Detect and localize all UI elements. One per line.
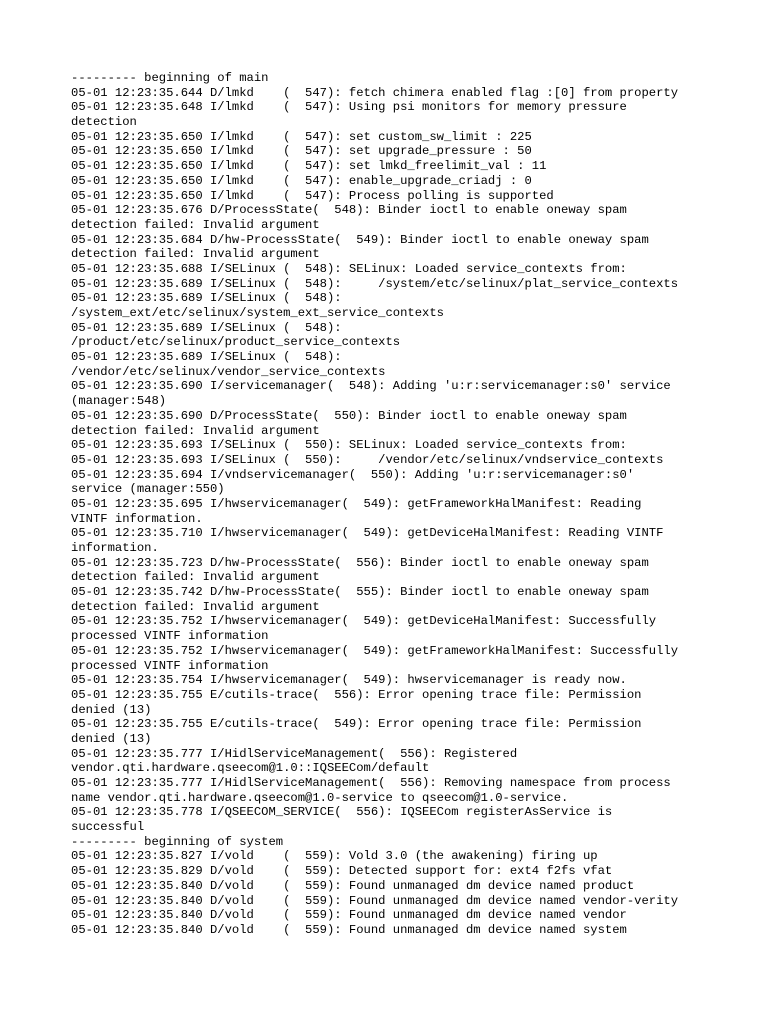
log-line: 05-01 12:23:35.689 I/SELinux ( 548):	[71, 350, 342, 365]
log-line: 05-01 12:23:35.689 I/SELinux ( 548): /system/etc/selinux/plat_service_contexts	[71, 276, 679, 291]
log-document	[71, 71, 751, 938]
log-line: 05-01 12:23:35.689 I/SELinux ( 548):	[71, 291, 342, 306]
log-line: detection failed: Invalid argument	[71, 217, 320, 232]
log-line: 05-01 12:23:35.755 E/cutils-trace( 556): Error opening trace file: Permission	[71, 687, 642, 702]
log-line: service (manager:550)	[71, 482, 225, 497]
log-line: 05-01 12:23:35.723 D/hw-ProcessState( 556): Binder ioctl to enable oneway spam	[71, 555, 649, 570]
log-line: 05-01 12:23:35.840 D/vold ( 559): Found unmanaged dm device named vendor-verity	[71, 893, 679, 908]
log-line: --------- beginning of main	[71, 71, 269, 85]
log-line: 05-01 12:23:35.840 D/vold ( 559): Found unmanaged dm device named system	[71, 922, 627, 937]
log-line: successful	[71, 820, 145, 835]
log-line: 05-01 12:23:35.778 I/QSEECOM_SERVICE( 556): IQSEECom registerAsService is	[71, 805, 613, 820]
log-line: 05-01 12:23:35.693 I/SELinux ( 550): SELinux: Loaded service_contexts from:	[71, 438, 627, 453]
log-line: information.	[71, 541, 159, 555]
log-line: detection failed: Invalid argument	[71, 570, 320, 585]
log-line: 05-01 12:23:35.689 I/SELinux ( 548):	[71, 320, 342, 335]
log-line: 05-01 12:23:35.754 I/hwservicemanager( 549): hwservicemanager is ready now.	[71, 673, 627, 688]
log-line: --------- beginning of system	[71, 834, 284, 849]
log-line: 05-01 12:23:35.688 I/SELinux ( 548): SELinux: Loaded service_contexts from:	[71, 261, 627, 276]
log-line: 05-01 12:23:35.755 E/cutils-trace( 549): Error opening trace file: Permission	[71, 717, 642, 732]
log-line: 05-01 12:23:35.840 D/vold ( 559): Found unmanaged dm device named vendor	[71, 908, 627, 923]
log-line: 05-01 12:23:35.650 I/lmkd ( 547): Process polling is supported	[71, 188, 554, 203]
log-line: vendor.qti.hardware.qseecom@1.0::IQSEECom/default	[71, 761, 430, 776]
log-line: 05-01 12:23:35.650 I/lmkd ( 547): enable_upgrade_criadj : 0	[71, 173, 532, 188]
log-line: /vendor/etc/selinux/vendor_service_contexts	[71, 364, 386, 379]
log-line: 05-01 12:23:35.710 I/hwservicemanager( 549): getDeviceHalManifest: Reading VINTF	[71, 526, 664, 541]
log-line: 05-01 12:23:35.829 D/vold ( 559): Detected support for: ext4 f2fs vfat	[71, 864, 613, 879]
log-line: name vendor.qti.hardware.qseecom@1.0-service to qseecom@1.0-service.	[71, 790, 569, 805]
log-line: (manager:548)	[71, 394, 167, 409]
log-line: 05-01 12:23:35.693 I/SELinux ( 550): /vendor/etc/selinux/vndservice_contexts	[71, 452, 664, 467]
log-line: 05-01 12:23:35.694 I/vndservicemanager( 550): Adding 'u:r:servicemanager:s0'	[71, 467, 635, 482]
log-line: 05-01 12:23:35.777 I/HidlServiceManagement( 556): Registered	[71, 746, 518, 761]
log-line: VINTF information.	[71, 511, 203, 526]
log-line: 05-01 12:23:35.827 I/vold ( 559): Vold 3.0 (the awakening) firing up	[71, 849, 598, 864]
log-line: 05-01 12:23:35.690 I/servicemanager( 548): Adding 'u:r:servicemanager:s0' service	[71, 379, 671, 394]
log-line: 05-01 12:23:35.752 I/hwservicemanager( 549): getDeviceHalManifest: Successfully	[71, 614, 657, 629]
log-line: 05-01 12:23:35.742 D/hw-ProcessState( 555): Binder ioctl to enable oneway spam	[71, 585, 649, 600]
log-line: 05-01 12:23:35.684 D/hw-ProcessState( 549): Binder ioctl to enable oneway spam	[71, 232, 649, 247]
log-line: /system_ext/etc/selinux/system_ext_service_contexts	[71, 306, 444, 320]
log-line: 05-01 12:23:35.650 I/lmkd ( 547): set lmkd_freelimit_val : 11	[71, 159, 547, 174]
log-line: detection failed: Invalid argument	[71, 599, 320, 614]
log-line: 05-01 12:23:35.644 D/lmkd ( 547): fetch chimera enabled flag :[0] from property	[71, 85, 679, 100]
log-line: 05-01 12:23:35.676 D/ProcessState( 548): Binder ioctl to enable oneway spam	[71, 203, 627, 218]
log-line: processed VINTF information	[71, 658, 269, 673]
log-line: detection	[71, 115, 137, 130]
log-line: 05-01 12:23:35.650 I/lmkd ( 547): set custom_sw_limit : 225	[71, 129, 532, 144]
log-line: processed VINTF information	[71, 629, 269, 644]
log-line: denied (13)	[71, 702, 152, 717]
log-line: 05-01 12:23:35.777 I/HidlServiceManagement( 556): Removing namespace from process	[71, 776, 671, 790]
log-line: 05-01 12:23:35.695 I/hwservicemanager( 549): getFrameworkHalManifest: Reading	[71, 496, 642, 511]
log-line: 05-01 12:23:35.690 D/ProcessState( 550): Binder ioctl to enable oneway spam	[71, 408, 627, 423]
log-line: detection failed: Invalid argument	[71, 423, 320, 438]
log-line: 05-01 12:23:35.752 I/hwservicemanager( 549): getFrameworkHalManifest: Successfully	[71, 643, 679, 658]
log-line: 05-01 12:23:35.648 I/lmkd ( 547): Using psi monitors for memory pressure	[71, 100, 627, 115]
log-line: /product/etc/selinux/product_service_contexts	[71, 335, 401, 350]
log-line: 05-01 12:23:35.650 I/lmkd ( 547): set upgrade_pressure : 50	[71, 144, 532, 159]
log-line: detection failed: Invalid argument	[71, 247, 320, 262]
log-line: denied (13)	[71, 731, 152, 746]
log-line: 05-01 12:23:35.840 D/vold ( 559): Found unmanaged dm device named product	[71, 878, 635, 893]
